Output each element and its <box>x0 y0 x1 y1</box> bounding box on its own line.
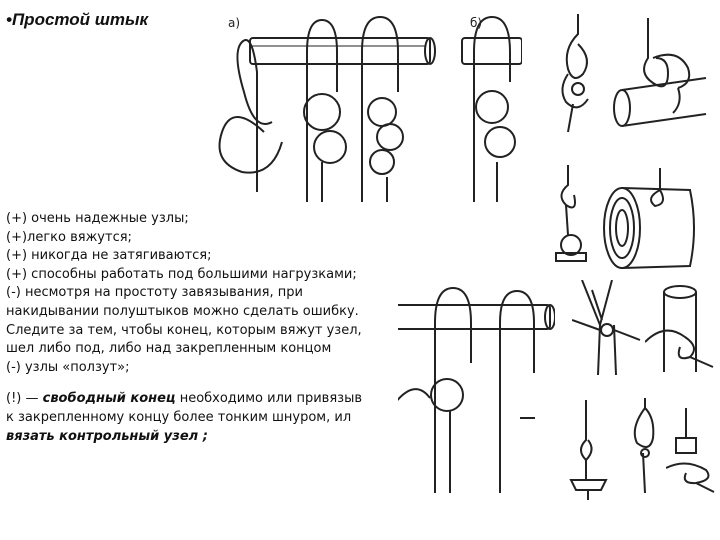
pros-cons-line: (+)легко вяжутся; <box>6 229 132 245</box>
pros-cons-line: (+) никогда не затягиваются; <box>6 248 212 264</box>
knot-illustration-bottom <box>395 283 555 493</box>
pros-cons-line: (-) узлы «ползут»; <box>6 359 130 375</box>
knot-on-stump-illustration <box>645 282 715 382</box>
knot-illustration-ab <box>212 12 522 212</box>
note-line-2: к закрепленному концу более тонким шнуром, ил <box>6 409 352 425</box>
note-prefix: (!) — <box>6 391 43 407</box>
pros-cons-line: Следите за тем, чтобы конец, которым вяжут узел, <box>6 322 362 338</box>
pros-cons-line: шел либо под, либо над закрепленным концом <box>6 341 332 357</box>
pros-cons-line: (-) несмотря на простоту завязывания, при <box>6 285 303 301</box>
pros-cons-line: (+) способны работать под большими нагрузками; <box>6 266 357 282</box>
figure-label-b: б) <box>470 16 483 30</box>
note-line-3: вязать контрольный узел ; <box>6 428 208 444</box>
slide-title: •Простой штык <box>6 10 149 29</box>
note-middle: необходимо или привязыв <box>175 391 362 407</box>
paragraph-spacer <box>6 377 398 390</box>
knot-loop-illustration <box>615 398 665 493</box>
note-line-1 <box>6 390 398 409</box>
knot-on-hook-illustration <box>548 14 608 134</box>
figure-label-a: а) <box>228 16 241 30</box>
knot-on-ring-illustration <box>546 165 596 265</box>
knot-on-bale-illustration <box>600 168 700 273</box>
pros-cons-text <box>6 210 398 500</box>
pros-cons-line: накидывании полуштыков можно сделать ошибку. <box>6 303 359 319</box>
pros-cons-line: (+) очень надежные узлы; <box>6 211 189 226</box>
knot-on-post-illustration <box>666 408 716 493</box>
knot-on-log-illustration <box>608 18 708 128</box>
knot-on-hammer-illustration <box>566 400 616 500</box>
note-emphasis-free-end: свободный конец <box>42 391 176 407</box>
knot-on-tree-illustration <box>572 280 642 380</box>
